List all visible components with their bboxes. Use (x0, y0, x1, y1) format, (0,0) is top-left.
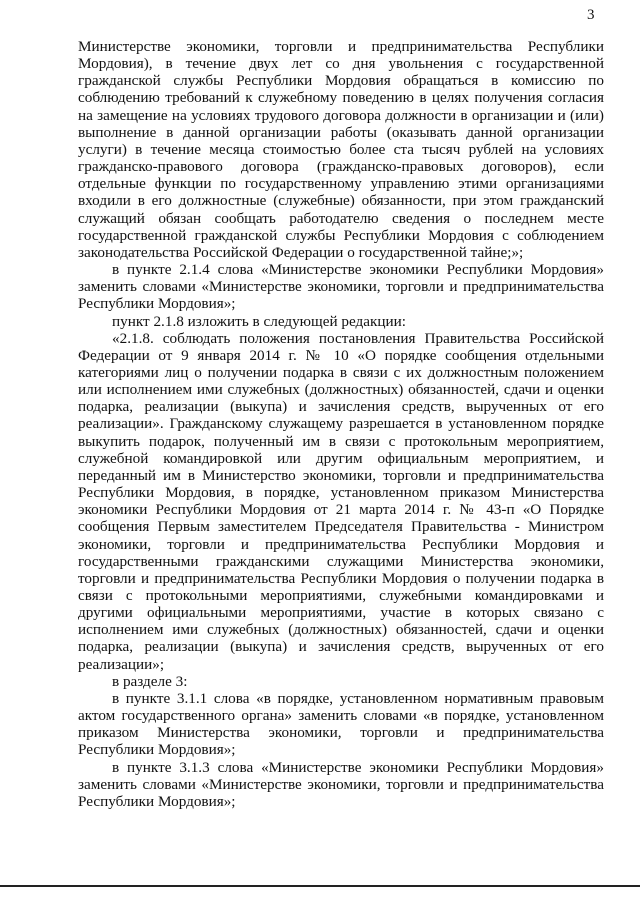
paragraph-section-3: в разделе 3: (112, 672, 188, 690)
paragraph-continuation: Министерстве экономики, торговли и предпринимательства Республики Мордовия), в течение двух лет со дня увольнения с государственной гражданской службы Республики Мордовия обращаться в комиссию по соблюдению требований к служебному поведению в целях получения согласия на замещение на условиях трудового договора должности в организации и (или) выполнение в данной организации работы (оказывать данной организации услуги) в течение месяца стоимостью более ста тысяч рублей на условиях гражданско-правового договора (гражданско-правовых договоров), если отдельные функции по государственному управлению этими организациями входили в его должностные (служебные) обязанности, при этом гражданский служащий обязан сообщать работодателю сведения о последнем месте государственной гражданской службы Республики Мордовия с соблюдением законодательства Российской Федерации о государственной тайне;»; (78, 38, 604, 261)
document-body (78, 38, 604, 810)
page-number: 3 (587, 7, 595, 23)
paragraph-3-1-3: в пункте 3.1.3 слова «Министерстве экономики Республики Мордовия» заменить словами «Министерстве экономики, торговли и предпринимательства Республики Мордовия»; (78, 758, 604, 810)
paragraph-2-1-8-intro: пункт 2.1.8 изложить в следующей редакции: (112, 312, 406, 330)
paragraph-2-1-4: в пункте 2.1.4 слова «Министерстве экономики Республики Мордовия» заменить словами «Министерстве экономики, торговли и предпринимательства Республики Мордовия»; (78, 261, 604, 313)
bottom-divider (0, 885, 640, 887)
paragraph-3-1-1: в пункте 3.1.1 слова «в порядке, установленном нормативным правовым актом государственного органа» заменить словами «в порядке, установленном приказом Министерства экономики, торговли и предпринимательства Республики Мордовия»; (78, 689, 604, 759)
paragraph-2-1-8-text: «2.1.8. соблюдать положения постановления Правительства Российской Федерации от 9 января 2014 г. № 10 «О порядке сообщения отдельными категориями лиц о получении подарка в связи с их должностным положением или исполнением ими служебных (должностных) обязанностей, сдачи и оценки подарка, реализации (выкупа) и зачисления средств, вырученных от его реализации». Гражданскому служащему разрешается в установленном порядке выкупить подарок, полученный им в связи с протокольным мероприятием, служебной командировкой или другим официальным мероприятием, и переданный им в Министерство экономики, торговли и предпринимательства Республики Мордовия, в порядке, установленном приказом Министерства экономики Республики Мордовия от 21 марта 2014 г. № 43-п «О Порядке сообщения Первым заместителем Председателя Правительства - Министром экономики, торговли и предпринимательства Республики Мордовия и государственными гражданскими служащими Министерства экономики, торговли и предпринимательства Республики Мордовия о получении подарка в связи с протокольными мероприятиями, служебными командировками и другими официальными мероприятиями, участие в которых связано с исполнением ими служебных (должностных) обязанностей, сдачи и оценки подарка, реализации (выкупа) и зачисления средств, вырученных от его реализации»; (78, 329, 604, 673)
